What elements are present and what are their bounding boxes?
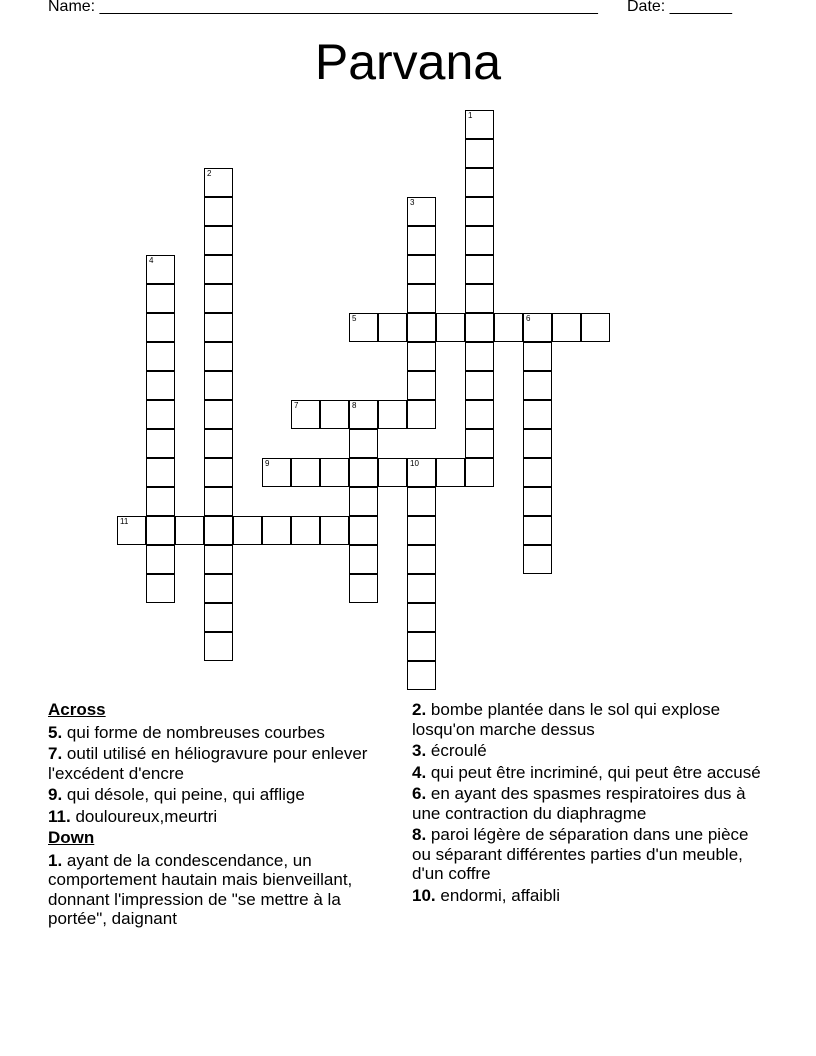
crossword-cell[interactable]: [204, 168, 233, 197]
crossword-cell[interactable]: [349, 574, 378, 603]
cell-number: 1: [468, 111, 473, 120]
crossword-cell[interactable]: [407, 632, 436, 661]
crossword-cell[interactable]: [175, 516, 204, 545]
crossword-cell[interactable]: [523, 487, 552, 516]
crossword-cell[interactable]: [146, 313, 175, 342]
clue-text: endormi, affaibli: [440, 885, 561, 905]
crossword-cell[interactable]: [204, 632, 233, 661]
crossword-cell[interactable]: [204, 516, 233, 545]
clues-right-column: [412, 700, 772, 907]
crossword-cell[interactable]: [465, 168, 494, 197]
clue-item: [412, 886, 772, 906]
crossword-cell[interactable]: [146, 458, 175, 487]
crossword-cell[interactable]: [494, 313, 523, 342]
crossword-cell[interactable]: [407, 226, 436, 255]
crossword-cell[interactable]: [349, 400, 378, 429]
crossword-cell[interactable]: [349, 313, 378, 342]
crossword-cell[interactable]: [262, 458, 291, 487]
crossword-cell[interactable]: [407, 487, 436, 516]
crossword-cell[interactable]: [465, 400, 494, 429]
crossword-cell[interactable]: [349, 429, 378, 458]
clue-number: 10.: [412, 885, 436, 905]
crossword-cell[interactable]: [204, 429, 233, 458]
cell-number: 2: [207, 169, 212, 178]
crossword-cell[interactable]: [523, 458, 552, 487]
clue-text: en ayant des spasmes respiratoires dus à une contraction du diaphragme: [412, 784, 746, 823]
crossword-cell[interactable]: [407, 284, 436, 313]
crossword-cell[interactable]: [465, 458, 494, 487]
crossword-cell[interactable]: [465, 313, 494, 342]
clue-number: 6.: [412, 784, 427, 803]
clue-number: 8.: [412, 825, 427, 844]
crossword-cell[interactable]: [407, 458, 436, 487]
crossword-cell[interactable]: [465, 226, 494, 255]
cell-number: 11: [120, 517, 129, 526]
crossword-cell[interactable]: [378, 400, 407, 429]
cell-number: 5: [352, 314, 357, 323]
crossword-cell[interactable]: [349, 487, 378, 516]
crossword-cell[interactable]: [407, 197, 436, 226]
down-clue-list: [48, 851, 388, 929]
cell-number: 9: [265, 459, 270, 468]
clue-number: 11.: [48, 806, 71, 826]
crossword-cell[interactable]: [407, 661, 436, 690]
crossword-cell[interactable]: [581, 313, 610, 342]
clue-text: qui forme de nombreuses courbes: [66, 722, 325, 742]
name-field-label: Name: ________________________________________________________: [48, 0, 598, 15]
clue-number: 1.: [48, 850, 63, 870]
crossword-cell[interactable]: [523, 545, 552, 574]
crossword-cell[interactable]: [407, 545, 436, 574]
crossword-cell[interactable]: [523, 313, 552, 342]
clue-text: outil utilisé en héliogravure pour enlever l'excédent d'encre: [48, 744, 368, 783]
crossword-cell[interactable]: [378, 313, 407, 342]
crossword-cell[interactable]: [146, 371, 175, 400]
crossword-cell[interactable]: [523, 371, 552, 400]
clue-item: [48, 785, 388, 805]
crossword-cell[interactable]: [204, 371, 233, 400]
clue-text: douloureux,meurtri: [75, 806, 218, 826]
crossword-cell[interactable]: [204, 284, 233, 313]
crossword-cell[interactable]: [378, 458, 407, 487]
clue-text: paroi légère de séparation dans une pièce ou séparant différentes parties d'un meuble, d'un coffre: [412, 825, 749, 883]
crossword-cell[interactable]: [146, 342, 175, 371]
crossword-cell[interactable]: [204, 458, 233, 487]
clue-item: [48, 807, 388, 827]
across-clue-list: [48, 723, 388, 827]
clues-left-column: [48, 700, 388, 931]
cell-number: 7: [294, 401, 299, 410]
clue-text: qui désole, qui peine, qui afflige: [66, 785, 305, 804]
clue-item: [48, 723, 388, 743]
crossword-cell[interactable]: [465, 342, 494, 371]
clue-number: 3.: [412, 741, 427, 760]
crossword-cell[interactable]: [465, 284, 494, 313]
date-field-label: Date: _______: [627, 0, 732, 15]
cell-number: 4: [149, 256, 154, 265]
clue-item: [412, 825, 772, 884]
clue-number: 4.: [412, 762, 427, 782]
crossword-cell[interactable]: [407, 603, 436, 632]
crossword-cell[interactable]: [320, 458, 349, 487]
crossword-cell[interactable]: [204, 313, 233, 342]
crossword-cell[interactable]: [436, 313, 465, 342]
crossword-cell[interactable]: [291, 400, 320, 429]
cell-number: 3: [410, 198, 415, 207]
cell-number: 6: [526, 314, 531, 323]
crossword-cell[interactable]: [436, 458, 465, 487]
crossword-cell[interactable]: [523, 429, 552, 458]
crossword-cell[interactable]: [204, 342, 233, 371]
crossword-cell[interactable]: [552, 313, 581, 342]
crossword-cell[interactable]: [465, 255, 494, 284]
crossword-cell[interactable]: [204, 255, 233, 284]
crossword-cell[interactable]: [407, 400, 436, 429]
cell-number: 10: [410, 459, 419, 468]
crossword-cell[interactable]: [523, 400, 552, 429]
crossword-cell[interactable]: [523, 342, 552, 371]
crossword-cell[interactable]: [407, 574, 436, 603]
crossword-cell[interactable]: [204, 226, 233, 255]
crossword-cell[interactable]: [465, 429, 494, 458]
across-heading: Across: [48, 700, 106, 719]
cell-number: 8: [352, 401, 357, 410]
clue-item: [412, 700, 772, 739]
crossword-cell[interactable]: [523, 516, 552, 545]
crossword-cell[interactable]: [465, 110, 494, 139]
crossword-cell[interactable]: [465, 371, 494, 400]
crossword-cell[interactable]: [146, 545, 175, 574]
clue-text: bombe plantée dans le sol qui explose losqu'on marche dessus: [412, 700, 721, 739]
crossword-cell[interactable]: [146, 487, 175, 516]
crossword-cell[interactable]: [349, 545, 378, 574]
crossword-cell[interactable]: [407, 516, 436, 545]
clue-text: ayant de la condescendance, un comportement hautain mais bienveillant, donnant l'impression de "se mettre à la portée", daignant: [48, 850, 353, 928]
clue-text: écroulé: [430, 741, 487, 760]
crossword-cell[interactable]: [204, 400, 233, 429]
down-heading: Down: [48, 828, 95, 847]
crossword-cell[interactable]: [146, 574, 175, 603]
crossword-cell[interactable]: [233, 516, 262, 545]
crossword-cell[interactable]: [204, 545, 233, 574]
clue-item: [48, 744, 388, 783]
crossword-cell[interactable]: [291, 458, 320, 487]
crossword-cell[interactable]: [407, 255, 436, 284]
crossword-cell[interactable]: [320, 516, 349, 545]
clue-item: [412, 741, 772, 761]
clue-number: 5.: [48, 722, 63, 742]
clue-number: 7.: [48, 744, 63, 763]
clue-item: [48, 851, 388, 929]
crossword-cell[interactable]: [146, 284, 175, 313]
crossword-cell[interactable]: [291, 516, 320, 545]
crossword-cell[interactable]: [465, 139, 494, 168]
crossword-cell[interactable]: [204, 574, 233, 603]
crossword-cell[interactable]: [349, 458, 378, 487]
clue-item: [412, 784, 772, 823]
crossword-cell[interactable]: [204, 487, 233, 516]
clue-item: [412, 763, 772, 783]
crossword-cell[interactable]: [146, 255, 175, 284]
crossword-cell[interactable]: [407, 342, 436, 371]
crossword-cell[interactable]: [465, 197, 494, 226]
crossword-cell[interactable]: [320, 400, 349, 429]
clue-number: 9.: [48, 785, 63, 804]
clue-number: 2.: [412, 700, 427, 719]
crossword-cell[interactable]: [117, 516, 146, 545]
crossword-cell[interactable]: [262, 516, 291, 545]
page-title: Parvana: [314, 34, 502, 90]
crossword-cell[interactable]: [146, 400, 175, 429]
crossword-cell[interactable]: [146, 516, 175, 545]
crossword-cell[interactable]: [407, 313, 436, 342]
crossword-cell[interactable]: [349, 516, 378, 545]
crossword-cell[interactable]: [204, 603, 233, 632]
crossword-cell[interactable]: [146, 429, 175, 458]
clue-text: qui peut être incriminé, qui peut être accusé: [430, 762, 761, 782]
crossword-cell[interactable]: [407, 371, 436, 400]
crossword-cell[interactable]: [204, 197, 233, 226]
